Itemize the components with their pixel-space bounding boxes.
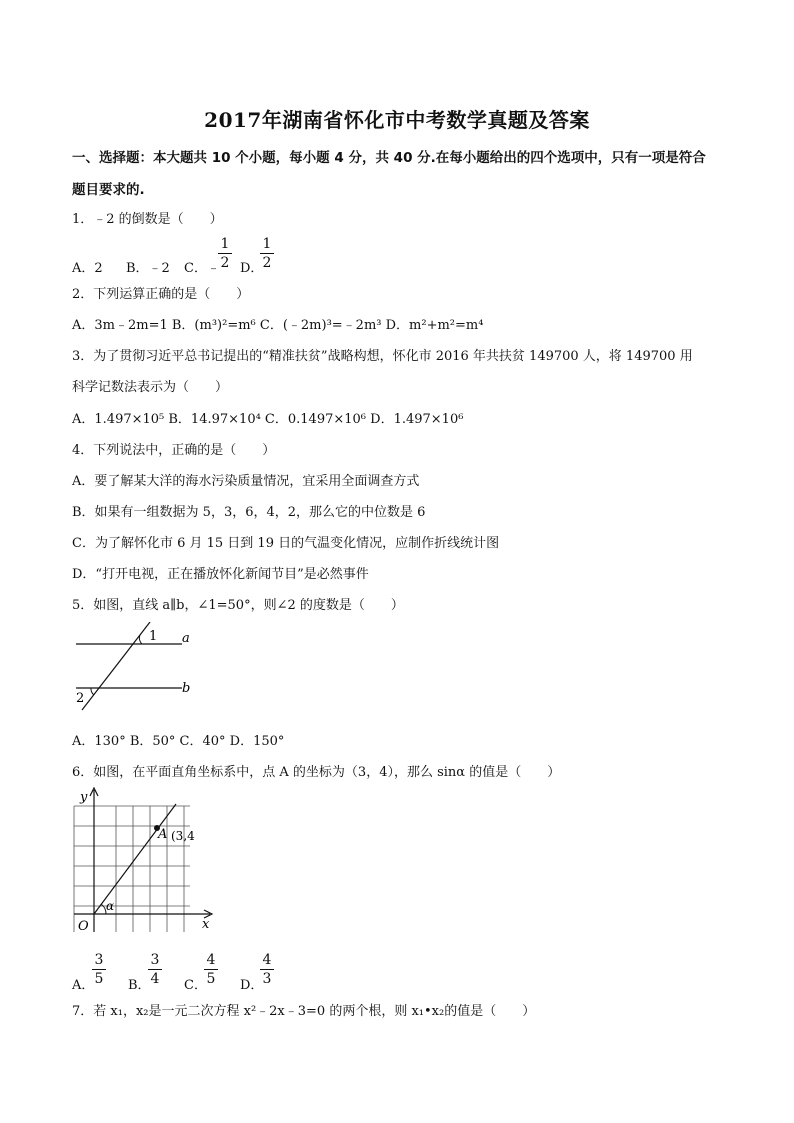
q6-option-c-fraction bbox=[204, 952, 218, 987]
fraction-denominator: 3 bbox=[262, 971, 272, 987]
question-2-stem: 2．下列运算正确的是（ ） bbox=[72, 287, 250, 302]
line-b-label: b bbox=[182, 681, 191, 696]
q1-option-b: B．﹣2 bbox=[126, 261, 170, 276]
q1-option-a: A．2 bbox=[72, 261, 103, 276]
fraction-bar bbox=[260, 969, 274, 970]
fraction-denominator: 4 bbox=[150, 971, 160, 987]
fraction-bar bbox=[148, 969, 162, 970]
q4-option-c: C．为了解怀化市 6 月 15 日到 19 日的气温变化情况，应制作折线统计图 bbox=[72, 536, 500, 551]
fraction-numerator: 4 bbox=[262, 952, 272, 968]
grid bbox=[74, 806, 190, 932]
fraction-numerator: 4 bbox=[206, 952, 216, 968]
page-title: 2017年湖南省怀化市中考数学真题及答案 bbox=[204, 108, 590, 132]
q6-option-a: A． bbox=[72, 978, 95, 993]
q4-option-a: A．要了解某大洋的海水污染质量情况，宜采用全面调查方式 bbox=[72, 474, 420, 489]
q6-option-d-fraction bbox=[260, 952, 274, 987]
q6-option-d: D． bbox=[240, 978, 264, 993]
q6-option-c: C． bbox=[184, 978, 207, 993]
question-5-stem: 5．如图，直线 a∥b，∠1=50°，则∠2 的度数是（ ） bbox=[72, 598, 404, 613]
fraction-bar bbox=[204, 969, 218, 970]
question-1-stem: 1．﹣2 的倒数是（ ） bbox=[72, 212, 223, 227]
question-7-stem: 7．若 x₁，x₂是一元二次方程 x²﹣2x﹣3=0 的两个根，则 x₁•x₂的值是（ ） bbox=[72, 1004, 536, 1019]
q2-options: A．3m﹣2m=1 B．(m³)²=m⁶ C．(﹣2m)³=﹣2m³ D．m²+m²=m⁴ bbox=[72, 318, 484, 333]
ray-oa bbox=[94, 804, 176, 914]
fraction-numerator: 1 bbox=[262, 236, 272, 252]
fraction-numerator: 1 bbox=[220, 236, 230, 252]
q4-option-d: D．“打开电视，正在播放怀化新闻节目”是必然事件 bbox=[72, 567, 369, 582]
q1-option-c-fraction bbox=[218, 236, 232, 271]
q6-option-a-fraction bbox=[92, 952, 106, 987]
alpha-label: α bbox=[106, 899, 115, 913]
q1-option-d-fraction bbox=[260, 236, 274, 271]
section-heading-line2: 题目要求的. bbox=[72, 182, 145, 198]
fraction-bar bbox=[260, 253, 274, 254]
fraction-denominator: 5 bbox=[206, 971, 216, 987]
question-4-stem: 4．下列说法中，正确的是（ ） bbox=[72, 443, 276, 458]
q1-option-d: D． bbox=[240, 261, 264, 276]
y-axis-label: y bbox=[80, 790, 88, 805]
fraction-numerator: 3 bbox=[94, 952, 104, 968]
question-6-stem: 6．如图，在平面直角坐标系中，点 A 的坐标为（3，4），那么 sinα 的值是（ ） bbox=[72, 765, 561, 780]
origin-label: O bbox=[78, 919, 89, 934]
q6-option-b: B． bbox=[128, 978, 151, 993]
question-3-stem-line1: 3．为了贯彻习近平总书记提出的“精准扶贫”战略构想，怀化市 2016 年共扶贫 149700 人，将 149700 用 bbox=[72, 349, 693, 364]
fraction-bar bbox=[92, 969, 106, 970]
coordinate-plane-figure bbox=[68, 786, 218, 938]
q5-options: A．130° B．50° C．40° D．150° bbox=[72, 734, 285, 749]
parallel-lines-figure bbox=[70, 622, 200, 712]
q4-option-b: B．如果有一组数据为 5，3，6，4，2，那么它的中位数是 6 bbox=[72, 505, 426, 520]
angle-1-arc bbox=[139, 635, 142, 644]
x-axis-label: x bbox=[202, 917, 210, 932]
angle-2-arc bbox=[91, 688, 94, 695]
point-a-coordinate: (3,4 bbox=[171, 829, 195, 843]
fraction-denominator: 5 bbox=[94, 971, 104, 987]
q1-option-c: C．﹣ bbox=[184, 261, 220, 276]
angle-2-label: 2 bbox=[76, 691, 85, 706]
fraction-numerator: 3 bbox=[150, 952, 160, 968]
point-a-label: A bbox=[158, 827, 168, 842]
q3-options: A．1.497×10⁵ B．14.97×10⁴ C．0.1497×10⁶ D．1.497×10⁶ bbox=[72, 412, 464, 427]
q6-option-b-fraction bbox=[148, 952, 162, 987]
fraction-bar bbox=[218, 253, 232, 254]
fraction-denominator: 2 bbox=[262, 255, 272, 271]
question-3-stem-line2: 科学记数法表示为（ ） bbox=[72, 380, 229, 395]
section-heading-line1: 一、选择题：本大题共 10 个小题，每小题 4 分，共 40 分.在每小题给出的四个选项中，只有一项是符合 bbox=[72, 150, 706, 166]
angle-1-label: 1 bbox=[149, 629, 158, 644]
fraction-denominator: 2 bbox=[220, 255, 230, 271]
line-a-label: a bbox=[182, 631, 190, 646]
